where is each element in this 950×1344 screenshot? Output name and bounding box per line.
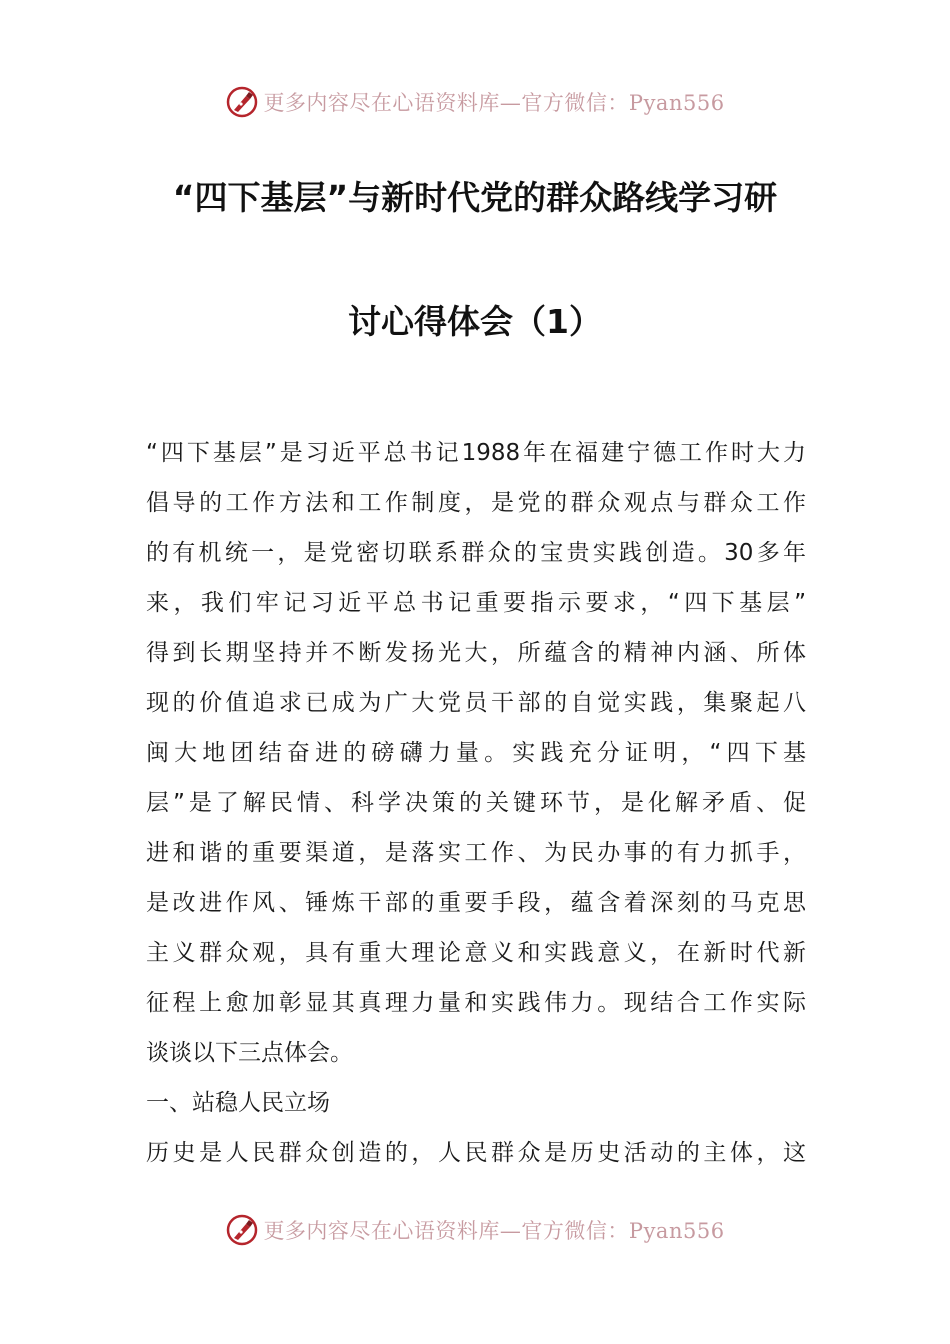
header-watermark-banner xyxy=(0,82,950,122)
paragraph-line: 现的价值追求已成为广大党员干部的自觉实践，集聚起八 xyxy=(146,690,806,716)
paragraph-line: 来，我们牢记习近平总书记重要指示要求，“四下基层” xyxy=(146,590,806,616)
watermark-text: 更多内容尽在心语资料库—官方微信：Pyan556 xyxy=(263,91,725,115)
paragraph-line: 主义群众观，具有重大理论意义和实践意义，在新时代新 xyxy=(146,940,806,966)
pen-nib-logo-icon xyxy=(225,85,259,119)
paragraph-line: 谈谈以下三点体会。 xyxy=(146,1040,353,1066)
footer-watermark-banner xyxy=(0,1210,950,1250)
pen-nib-logo-icon xyxy=(225,1213,259,1247)
paragraph-line: 的有机统一，是党密切联系群众的宝贵实践创造。30多年 xyxy=(146,540,806,566)
paragraph-line: 历史是人民群众创造的，人民群众是历史活动的主体，这 xyxy=(146,1140,806,1166)
paragraph-line: 倡导的工作方法和工作制度，是党的群众观点与群众工作 xyxy=(146,490,806,516)
section-heading: 一、站稳人民立场 xyxy=(146,1090,330,1116)
document-title-line-2: 讨心得体会（1） xyxy=(348,302,602,341)
paragraph-line: 征程上愈加彰显其真理力量和实践伟力。现结合工作实际 xyxy=(146,990,806,1016)
paragraph-line: 是改进作风、锤炼干部的重要手段，蕴含着深刻的马克思 xyxy=(146,890,806,916)
paragraph-line: 得到长期坚持并不断发扬光大，所蕴含的精神内涵、所体 xyxy=(146,640,806,666)
paragraph-line: “四下基层”是习近平总书记1988年在福建宁德工作时大力 xyxy=(146,440,806,466)
paragraph-line: 进和谐的重要渠道，是落实工作、为民办事的有力抓手， xyxy=(146,840,806,866)
paragraph-line: 闽大地团结奋进的磅礴力量。实践充分证明，“四下基 xyxy=(146,740,806,766)
paragraph-line: 层”是了解民情、科学决策的关键环节，是化解矛盾、促 xyxy=(146,790,806,816)
document-title-line-1: “四下基层”与新时代党的群众路线学习研 xyxy=(172,178,778,217)
watermark-text: 更多内容尽在心语资料库—官方微信：Pyan556 xyxy=(263,1219,725,1243)
